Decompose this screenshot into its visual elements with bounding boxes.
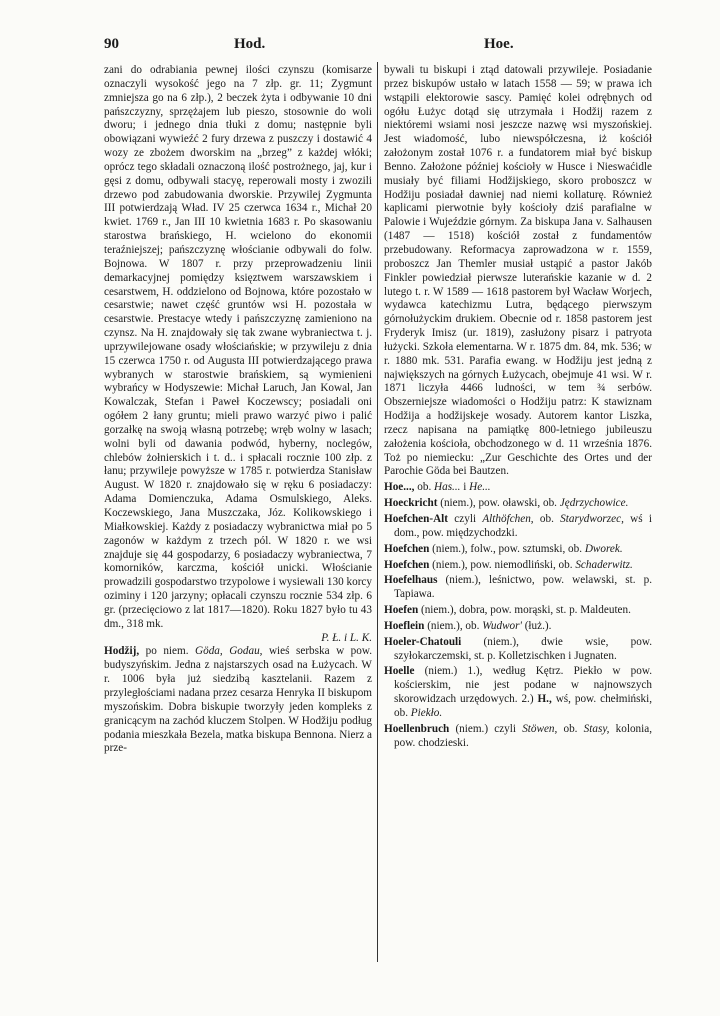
entry-text: wieś serbska w pow. budyszyńskim. Jedna z najstarszych osad na Łużycach. W r. 1006 była już siedzibą kasztelanii. Razem z przyległościami nadana przez cesarza Henryka II biskupom myszońskim. Dobra biskupie tworzyły jeden kompleks z granicącym na zachód kluczem Stolpen. W Hodžiju podług podania mieszkała Bezela, matka biskupa Bennona. Nierz a prze-	[104, 645, 372, 755]
entry-text: (niem.), folw., pow. sztumski, ob.	[429, 542, 585, 555]
entry-text: (łuż.).	[521, 619, 552, 632]
entry-text: kolonia, pow. chodzieski.	[394, 722, 652, 749]
entry-text: czyli	[448, 513, 483, 525]
dictionary-entry	[384, 574, 652, 602]
headword: Hoefen	[384, 604, 419, 617]
entry-text: ob.	[414, 481, 435, 494]
entry-italic: Piekło.	[410, 706, 443, 719]
dictionary-entry	[384, 604, 652, 618]
entry-text: (niem.) czyli	[449, 722, 523, 735]
entry-italic: Schaderwitz.	[575, 558, 633, 571]
entry-italic: He...	[469, 481, 491, 494]
entry-text: ob.	[557, 722, 584, 735]
left-running-head: Hod.	[234, 36, 266, 52]
entry-text: (niem.), pow. oławski, ob.	[437, 497, 560, 510]
headword: Hoeler-Chatouli	[384, 635, 462, 648]
dictionary-entry	[384, 723, 652, 751]
hodzij-entry-continuation: bywali tu biskupi i ztąd datowali przywileje. Posiadanie przez biskupów ustało w latach 1558 — 59; w prawa ich wstąpili elektorowie sascy. Pamięć kolei odrębnych od ogółu Łużyc dotąd się utrzymała i Hodžij razem z niektóremi wsiami nosi jeszcze nazwę wsi myszońskiej. Jest wiadomość, lubo niewspółczesna, iż kościół założonym został 1076 r. a fundatorem miał być biskup Benno. Założone później kościoły w Husce i Nieswaćidle musiały być filiami Hodžijskiego, skoro proboszcz w Hodžiju posiadał dawniej nad niemi kollaturę. Również kaplicami pierwotnie były kościoły dziś parafialne w Palowie i Wujeździe górnym. Za biskupa Jana v. Salhausen (1487 — 1518) kościół został z fundamentów przebudowany. Reformacya zaprowadzona w r. 1559, proboszcz Jan Themler musiał ustąpić a pastor Jakób Finkler powiedział pierwsze luterańskie kazanie w d. 2 lutego t. r. W 1589 — 1618 pastorem był Wacław Worjech, wydawca katechizmu Lutra, będącego pierwszym górnołużyckim drukiem. Obecnie od r. 1858 pastorem jest Fryderyk Imisz (ur. 1819), zasłużony pisarz i patryota łużycki. Szkoła elementarna. W r. 1875 dm. 84, mk. 536; w r. 1880 mk. 531. Parafia ewang. w Hodžiju jest jedną z największych na górnych Łużycach, obejmuje 41 wsi. W r. 1871 liczyła 4466 ludności, w tem ¾ serbów. Obszerniejsze wiadomości o Hodžiju patrz: K stawiznam Hodžija a hodžijskeje wosady. Autorem kantor Liszka, rzecz napisana na pamiątkę 800-letniego jubileuszu założenia kościoła, obchodzonego w d. 11 września 1876. Toż po niemiecku: „Zur Geschichte des Ortes und der Parochie Göda bei Bautzen.	[384, 64, 652, 478]
entry-text: (niem.), pow. niemodliński, ob.	[429, 558, 576, 571]
dictionary-entry	[384, 497, 652, 511]
headword: H.,	[537, 693, 552, 706]
page-header	[104, 36, 672, 56]
headword: Hoeckricht	[384, 497, 438, 510]
right-running-head: Hoe.	[484, 36, 514, 52]
headword: Hoefchen-Alt	[384, 513, 449, 525]
dictionary-entry	[384, 665, 652, 720]
entry-text: wś i dom., pow. międzychodzki.	[394, 513, 652, 539]
page-number: 90	[104, 36, 119, 52]
left-column	[104, 64, 372, 964]
entry-text: wś, pow. chełmiński, ob.	[394, 693, 652, 719]
entry-hodzij	[104, 645, 372, 756]
dictionary-entry	[384, 559, 652, 573]
entry-text: (niem.), leśnictwo, pow. welawski, st. p. Tapiawa.	[394, 574, 652, 601]
column-divider	[377, 62, 378, 962]
headword: Hoefelhaus	[384, 574, 438, 587]
dictionary-entry	[384, 543, 652, 557]
author-signature: P. Ł. i L. K.	[321, 631, 372, 644]
hodyszewo-entry-continuation: zani do odrabiania pewnej ilości czynszu (komisarze oznaczyli wysokość jego na 7 złp. gr. 11; Zygmunt zmniejsza go na 6 złp.), 2 beczek żyta i odbywanie 10 dni pańszczyzny, sprzężajem lub pieszo, stosownie do woli dworu; i jednego dnia tłuki z domu; następnie byli obowiązani wywieźć 2 fury drzewa z puszczy i dostawić 4 wozy ze zbożem dworskim na „brzeg” z każdej włóki; oprócz tego składali oznaczoną ilość postrożnego, jaj, kur i gęsi z domu, odbywali stacyę, reperowali mosty i zwozili drzewo pod zabudowania dworskie. Przywilej Zygmunta III potwierdzają Wład. IV 25 czerwca 1634 r., Michał 20 kwiet. 1769 r., Jan III 10 kwietnia 1683 r. Po skasowaniu starostwa brańskiego, H. wcielono do ekonomii teraźniejszej; pańszczyznę włościanie odbywali do folw. Bojnowa. W 1807 r. przy przeprowadzeniu linii demarkacyjnej pomiędzy księztwem warszawskiem i cesarstwem, H. oddzielono od Bojnowa, które pozostało w cesarstwie; nawet część gruntów wsi H. pozostała w cesarstwie. Prestacye wtedy i pańszczyznę zamieniono na czynsz. Na H. znajdowały się tak zwane wybraniectwa t. j. uprzywilejowane osady włościańskie; w przywileju z dnia 15 czerwca 1750 r. od Augusta III potwierdzającego prawa wybranych w starostwie brańskiem, są wymienieni wybrańcy w Hodyszewie: Michał Laruch, Jan Kowal, Jan Kowalczak, Stefan i Paweł Koczewscy; posiadali oni ogółem 2 łany gruntu; mieli prawo warzyć piwo i palić gorzałkę na swoją własną potrzebę; wręb wolny w lasach; wolni byli od dawania podwód, hyberny, noclegów, chlebów żołnierskich i t. d.. i spłacali rocznie 100 złp. z łanu; przywileje powyższe w 1785 r. potwierdza Stanisław August. W 1820 r. znajdowało się w ręku 6 posiadaczy: Adama Domienczuka, Adama Osmulskiego, Aleks. Koczewskiego, Jana Muszczaka, Józ. Kolikowskiego i Miałkowskiej. Każdy z posiadaczy wybranictwa miał po 5 zagonów w każdym z trzech pól. W 1820 r. we wsi znajduje się 44 gospodarzy, 6 posiadaczy wybraniectwa, 7 komorników, karczma, kościół unicki. Włościanie prowadzili gospodarstwo trzypolowe i wysiewali 130 korcy oziminy i 120 jarzyny; opłacali czynszu rocznie 534 złp. 6 gr. (przecięciowo z lat 1817—1820). Roku 1827 było tu 43 dm., 318 mk.	[104, 64, 372, 630]
dictionary-entry	[384, 620, 652, 634]
entry-text: (niem.), dobra, pow. morąski, st. p. Maldeuten.	[418, 604, 631, 617]
headword: Hoe...,	[384, 481, 415, 494]
right-column	[384, 64, 652, 964]
entry-italic: Dworek.	[584, 542, 623, 555]
headword: Hoelle	[384, 665, 415, 678]
entry-text: i	[460, 481, 470, 494]
entry-italic: Jędrzychowice.	[559, 497, 629, 510]
dictionary-entry	[384, 513, 652, 541]
entry-text: ob.	[533, 513, 561, 525]
entry-italic: Wudwor'	[482, 619, 522, 632]
entry-italic: Starydworzec,	[560, 513, 624, 525]
entry-text: po niem.	[139, 645, 196, 658]
entry-italic: Althöfchen,	[482, 513, 534, 525]
entry-text: (niem.) 1.), według Kętrz. Piekło w pow. kościerskim, nie jest podane w najnowszych skorowidzach urzędowych. 2.)	[394, 665, 652, 706]
headword: Hoellenbruch	[384, 722, 450, 735]
headword: Hoefchen	[384, 542, 430, 555]
entry-text: (niem.), ob.	[424, 619, 483, 632]
entry-italic: Has...	[434, 481, 461, 494]
entry-italic: Göda, Godau,	[195, 645, 263, 658]
dictionary-entry	[384, 636, 652, 664]
entry-text: (niem.), dwie wsie, pow. szyłokarczemski, st. p. Kolletzischken i Jugnaten.	[394, 635, 652, 662]
headword: Hoeflein	[384, 619, 425, 632]
headword: Hoefchen	[384, 558, 430, 571]
entry-italic: Stöwen,	[522, 722, 558, 735]
entry-list	[384, 481, 652, 750]
entry-italic: Stasy,	[583, 722, 610, 735]
headword: Hodžij,	[104, 645, 140, 658]
dictionary-entry	[384, 481, 652, 495]
